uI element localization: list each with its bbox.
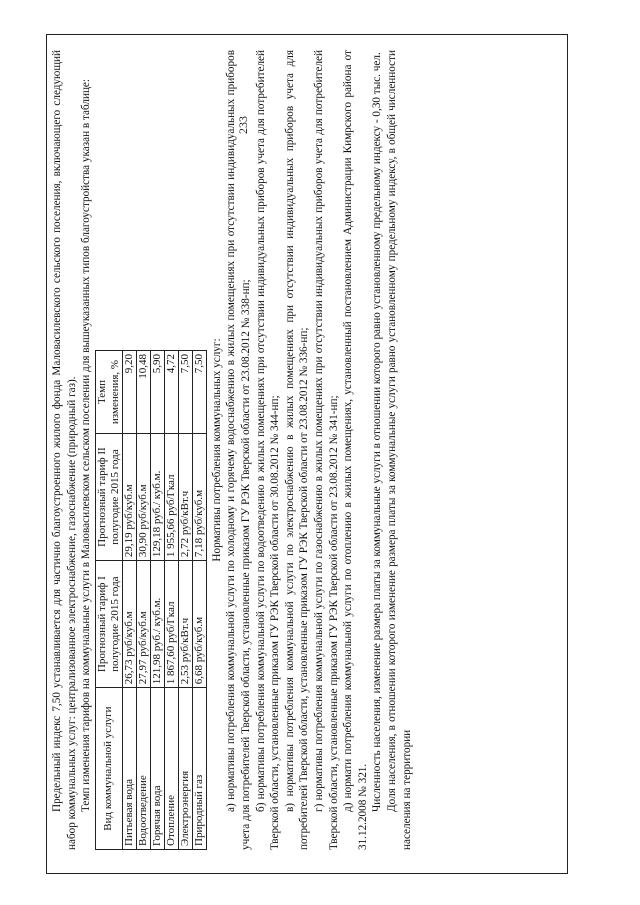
cell-tariff-h1: 121,98 руб./ куб.м.: [150, 561, 164, 688]
cell-tariff-h1: 1 867,60 руб/Гкал: [164, 561, 178, 688]
page-number: 233: [236, 116, 250, 134]
header-tariff-h2: Прогнозный тариф II полугодие 2015 года: [95, 434, 122, 561]
cell-service: Природный газ: [192, 688, 206, 850]
cell-change-rate: 7,50: [178, 351, 192, 434]
intro-paragraph-1: Предельный индекс 7,50 устанавливается для частично благоустроенного жилого фонда Маловасилевского сельского поселения, включающего следующий набор коммунальных услуг: централизованное электроснабжение, газоснабжение (природный газ).: [51, 50, 78, 850]
cell-tariff-h2: 1 955,66 руб/Гкал: [164, 434, 178, 561]
cell-change-rate: 4,72: [164, 351, 178, 434]
table-row: [122, 351, 136, 850]
cell-change-rate: 7,50: [192, 351, 206, 434]
norm-item-b: б) нормативы потребления коммунальной услуги по водоотведению в жилых помещениях при отсутствии индивидуальных приборов учета для потребителей Тверской области, установленные приказом ГУ РЭК Тверской области от 30.08.2012 № 344-нп;: [254, 50, 282, 850]
cell-tariff-h2: 30,90 руб/куб.м: [136, 434, 150, 561]
table-row: [192, 351, 206, 850]
cell-change-rate: 5,90: [150, 351, 164, 434]
norm-item-a: а) нормативы потребления коммунальной услуги по холодному и горячему водоснабжению в жилых помещениях при отсутствии индивидуальных приборов учета для потребителей Тверской области, установленные приказом ГУ РЭК Тверской области от 23.08.2012 № 338-нп;: [225, 50, 252, 850]
cell-service: Горячая вода: [150, 688, 164, 850]
tariff-table-header-row: [95, 351, 122, 850]
table-row: [150, 351, 164, 850]
tariff-table: [95, 350, 207, 850]
cell-change-rate: 10,48: [136, 351, 150, 434]
cell-tariff-h2: 7,18 руб/куб.м: [192, 434, 206, 561]
cell-tariff-h1: 6,68 руб/куб.м: [192, 561, 206, 688]
table-row: [164, 351, 178, 850]
header-service: Вид коммунальной услуги: [95, 688, 122, 850]
intro-paragraph-2: Темп изменения тарифов на коммунальные услуги в Маловасилевском сельском поселении для вышеуказанных типов благоустройства указан в таблице:: [80, 78, 93, 812]
population-paragraph-2: Доля населения, в отношении которого изменение размера платы за коммунальные услуги равно установленному предельному индексу, в общей численности населения на территории: [385, 50, 413, 850]
norms-title: Нормативы потребления коммунальных услуг:: [210, 338, 223, 562]
cell-tariff-h1: 26,73 руб/куб.м: [122, 561, 136, 688]
norm-item-g: г) нормативы потребления коммунальной услуги по газоснабжению в жилых помещениях при отсутствии индивидуальных приборов учета для потребителей Тверской области, установленные приказом ГУ РЭК Тверской области от 23.08.2012 № 341-нп;: [312, 50, 340, 850]
table-row: [136, 351, 150, 850]
norm-item-v: в) нормативы потребления коммунальной услуги по электроснабжению в жилых помещениях при отсутствии индивидуальных приборов учета для потребителей Тверской области, установленные приказом ГУ РЭК Тверской области от 23.08.2012 № 336-нп;: [283, 50, 311, 850]
cell-change-rate: 9,20: [122, 351, 136, 434]
cell-tariff-h2: 2,72 руб/кВт.ч: [178, 434, 192, 561]
header-change-rate: Темп изменения, %: [95, 351, 122, 434]
cell-tariff-h1: 2,53 руб/кВт.ч: [178, 561, 192, 688]
cell-service: Электроэнергия: [178, 688, 192, 850]
rotated-content: [50, 50, 565, 850]
cell-tariff-h1: 27,97 руб/куб.м: [136, 561, 150, 688]
population-paragraph-1: Численность населения, изменение размера платы за коммунальные услуги в отношении которого равно установленному предельному индексу - 0,30 тыс. чел.: [371, 52, 384, 812]
header-tariff-h1: Прогнозный тариф I полугодие 2015 года: [95, 561, 122, 688]
cell-service: Водоотведение: [136, 688, 150, 850]
cell-tariff-h2: 129,18 руб./ куб.м.: [150, 434, 164, 561]
norm-item-d: д) нормати потребления коммунальной услуги по отоплению в жилых помещениях, установленный постановлением Администрации Кимрского района от 31.12.2008 № 321.: [342, 50, 369, 850]
cell-tariff-h2: 29,19 руб/куб.м: [122, 434, 136, 561]
cell-service: Отопление: [164, 688, 178, 850]
cell-service: Питьевая вода: [122, 688, 136, 850]
table-row: [178, 351, 192, 850]
